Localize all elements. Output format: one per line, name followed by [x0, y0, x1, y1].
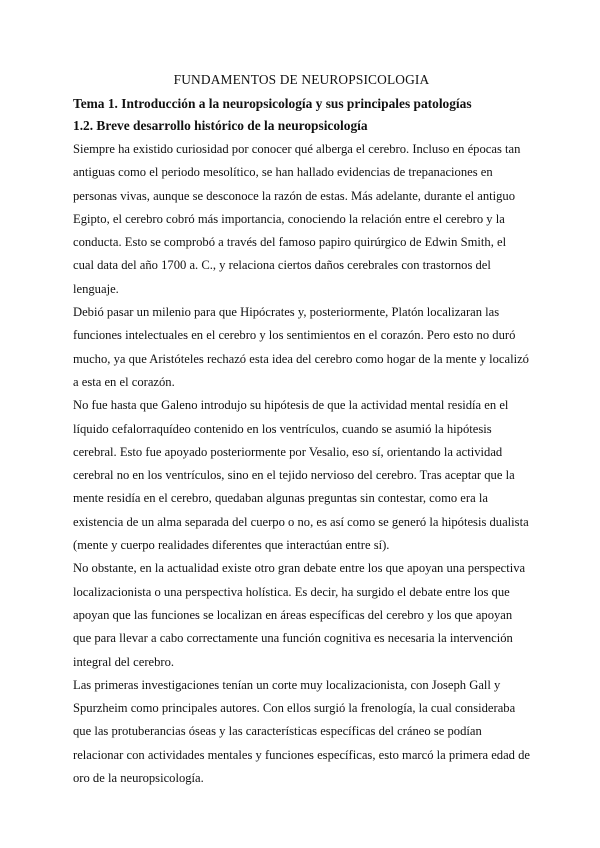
paragraph-3: No fue hasta que Galeno introdujo su hipótesis de que la actividad mental residía en el líquido cefalorraquídeo contenido en los ventrículos, cuando se asumió la hipótesis cerebral. Esto fue apoyado posteriormente por Vesalio, eso sí, orientando la actividad cerebral no en los ventrículos, sino en el tejido nervioso del cerebro. Tras aceptar que la mente residía en el cerebro, quedaban algunas preguntas sin contestar, como era la existencia de un alma separada del cuerpo o no, es así como se generó la hipótesis dualista (mente y cuerpo realidades diferentes que interactúan entre sí). — [73, 398, 529, 553]
paragraph-4: No obstante, en la actualidad existe otro gran debate entre los que apoyan una perspectiva localizacionista o una perspectiva holística. Es decir, ha surgido el debate entre los que apoyan que las funciones se localizan en áreas específicas del cerebro y los que apoyan que para llevar a cabo correctamente una función cognitiva es necesaria la intervención integral del cerebro. — [73, 561, 526, 669]
section-heading: 1.2. Breve desarrollo histórico de la neuropsicología — [73, 118, 368, 133]
document-title: FUNDAMENTOS DE NEUROPSICOLOGIA — [173, 72, 430, 87]
document-body — [73, 70, 530, 790]
paragraph-2: Debió pasar un milenio para que Hipócrates y, posteriormente, Platón localizaran las funciones intelectuales en el cerebro y los sentimientos en el corazón. Pero esto no duró mucho, ya que Aristóteles rechazó esta idea del cerebro como hogar de la mente y localizó a esta en el corazón. — [73, 305, 529, 389]
topic-heading: Tema 1. Introducción a la neuropsicología y sus principales patologías — [73, 96, 472, 111]
paragraph-5: Las primeras investigaciones tenían un corte muy localizacionista, con Joseph Gall y Spurzheim como principales autores. Con ellos surgió la frenología, la cual consideraba que las protuberancias óseas y las características específicas del cráneo se podían relacionar con actividades mentales y funciones específicas, esto marcó la primera edad de oro de la neuropsicología. — [73, 677, 531, 786]
paragraph-1: Siempre ha existido curiosidad por conocer qué alberga el cerebro. Incluso en épocas tan antiguas como el periodo mesolítico, se han hallado evidencias de trepanaciones en personas vivas, aunque se desconoce la razón de estas. Más adelante, durante el antiguo Egipto, el cerebro cobró más importancia, conociendo la relación entre el cerebro y la conducta. Esto se comprobó a través del famoso papiro quirúrgico de Edwin Smith, el cual data del año 1700 a. C., y relaciona ciertos daños cerebrales con trastornos del lenguaje. — [73, 142, 521, 296]
